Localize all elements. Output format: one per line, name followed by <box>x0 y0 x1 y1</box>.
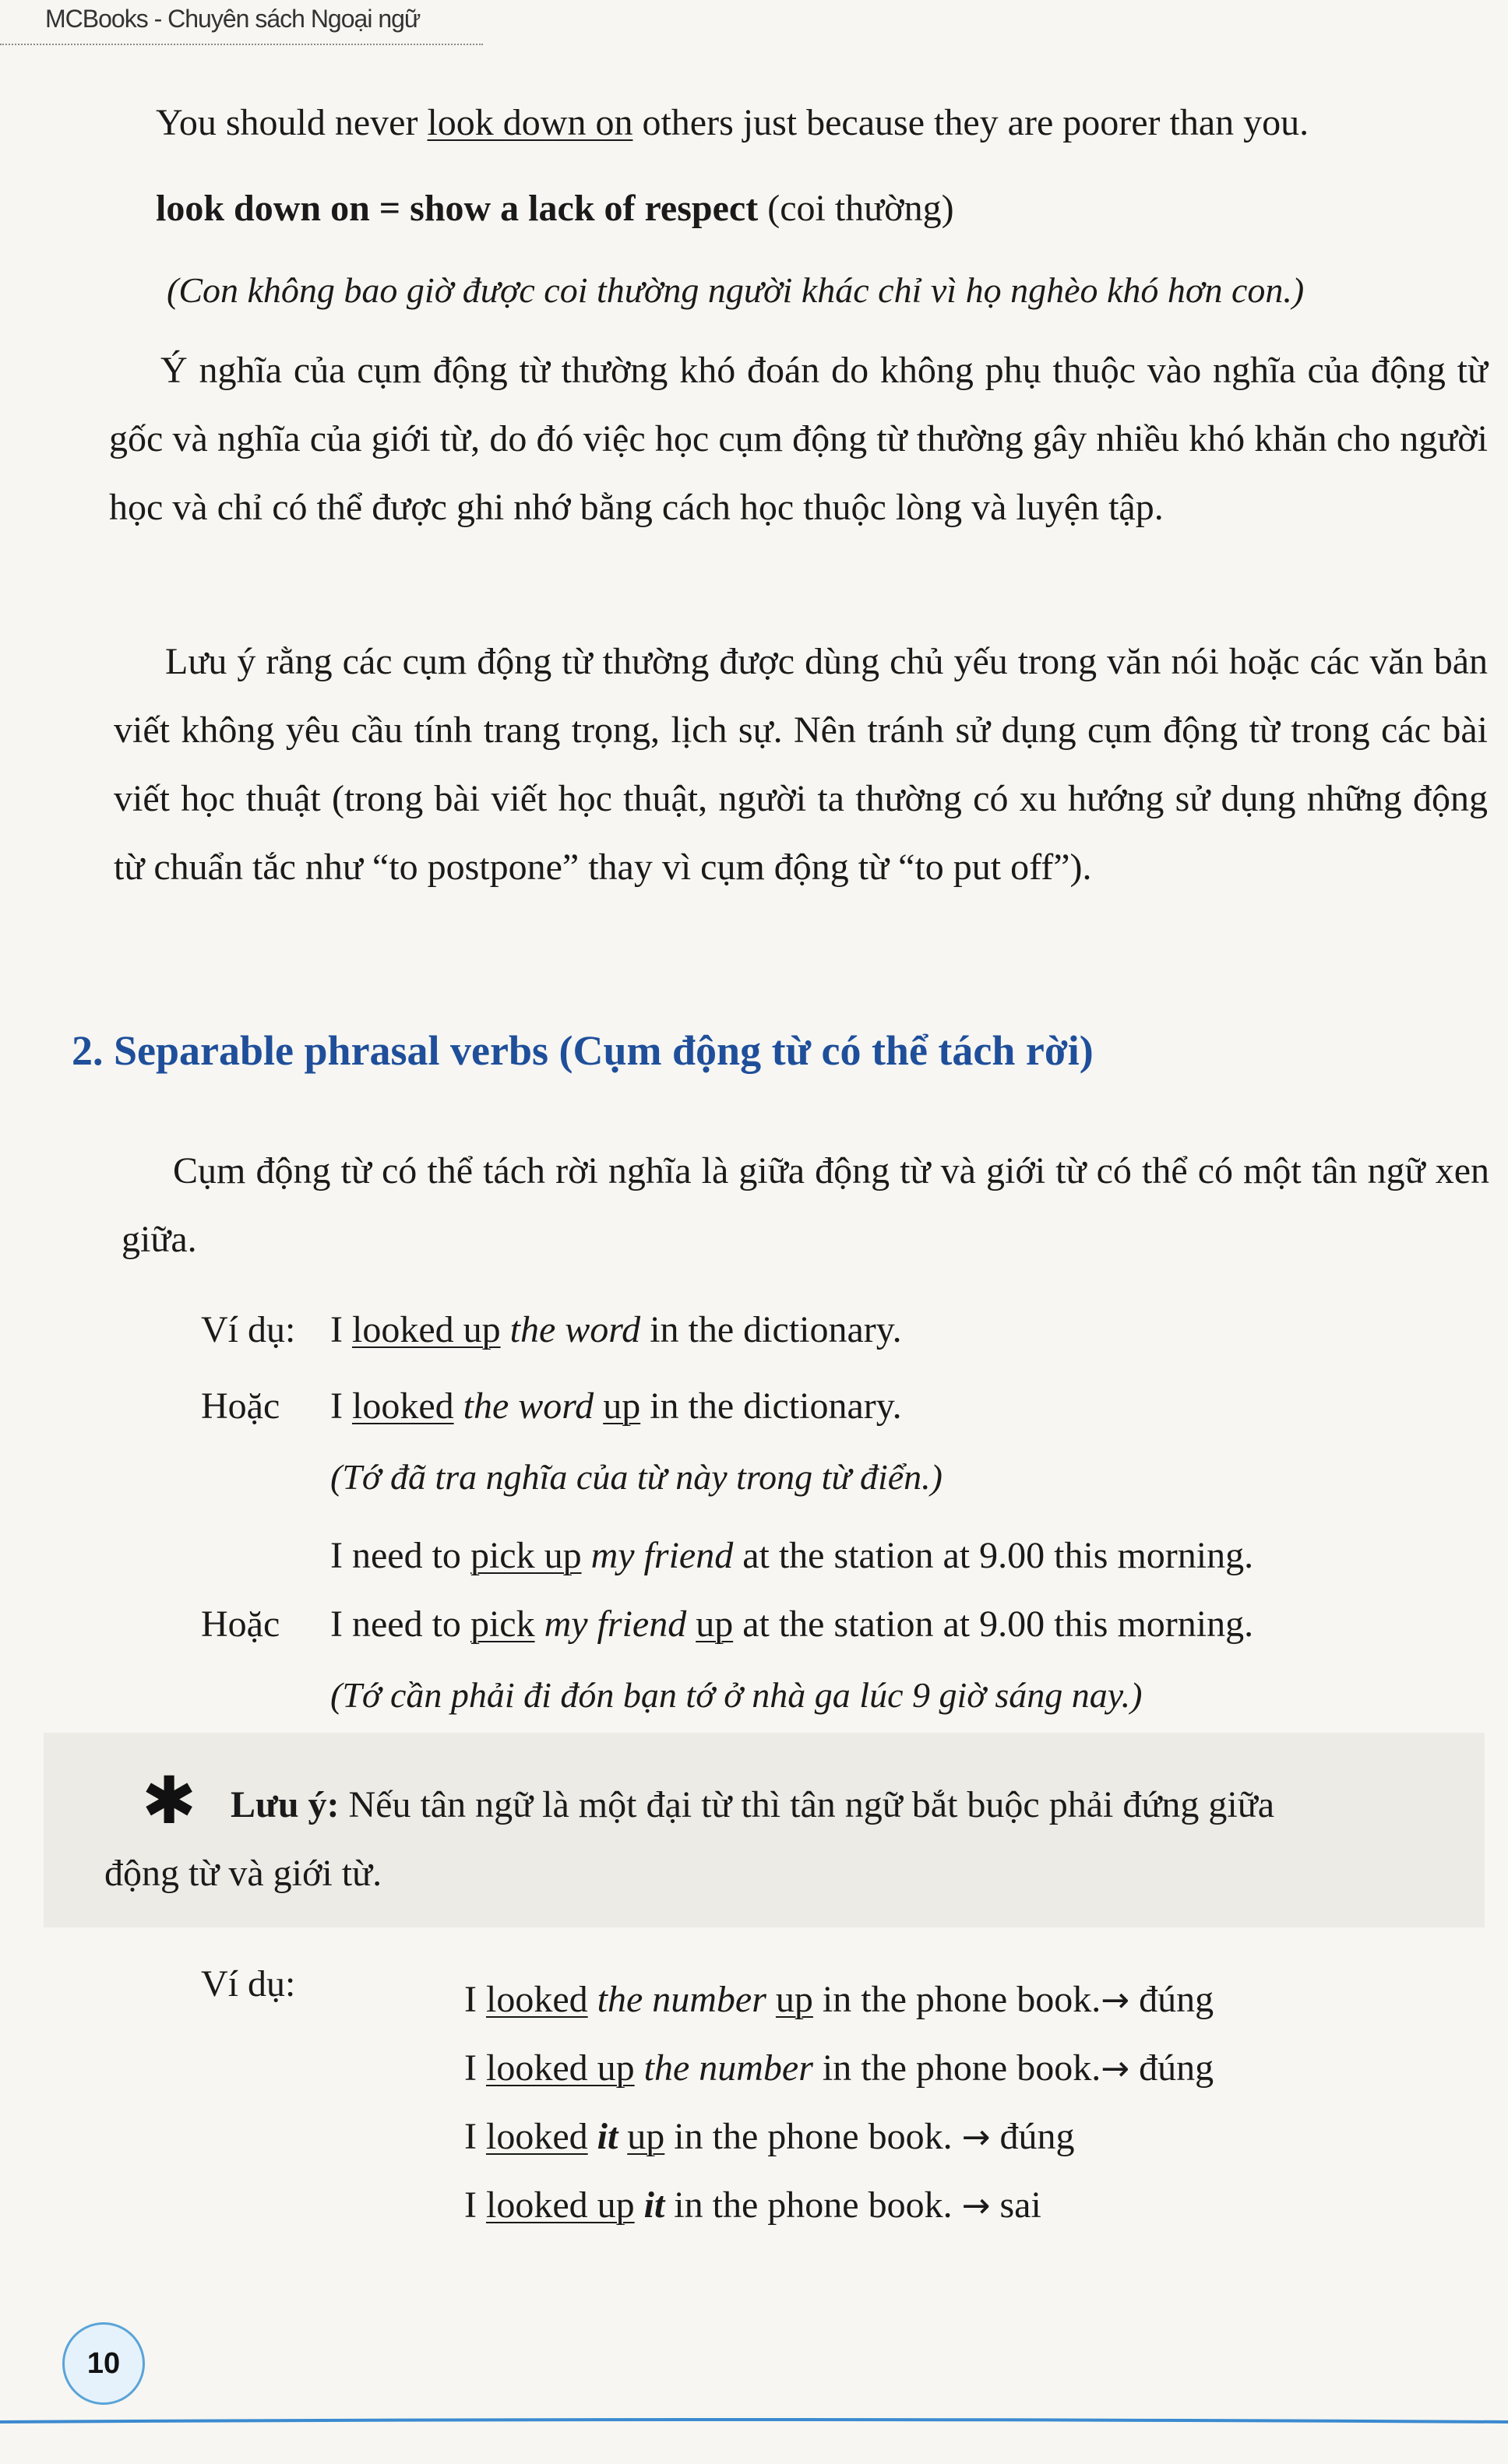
example-phrase: look down on <box>427 102 633 143</box>
arrow-right-icon: → <box>1101 1980 1130 2020</box>
example-label: Ví dụ: <box>201 1963 296 2005</box>
example-post: others just because they are poorer than you. <box>632 102 1309 143</box>
arrow-right-icon: → <box>961 2117 991 2157</box>
example-row: I looked up the word in the dictionary. <box>330 1309 902 1350</box>
definition-bold: look down on = show a lack of respect <box>156 188 759 229</box>
arrow-right-icon: → <box>1101 2049 1130 2089</box>
header-title: MCBooks - Chuyên sách Ngoại ngữ <box>45 5 421 33</box>
note-label: Lưu ý: <box>231 1784 340 1825</box>
example-translation: (Tớ cần phải đi đón bạn tớ ở nhà ga lúc 9 giờ sáng nay.) <box>330 1675 1143 1715</box>
definition-gloss: (coi thường) <box>758 188 954 229</box>
arrow-right-icon: → <box>961 2186 991 2226</box>
section-intro: Cụm động từ có thể tách rời nghĩa là giữa động từ và giới từ có thể có một tân ngữ xen giữa. <box>122 1150 1489 1260</box>
verdict: đúng <box>999 2116 1075 2157</box>
verdict: sai <box>999 2184 1041 2226</box>
example-pre: You should never <box>156 102 428 143</box>
note-text: Nếu tân ngữ là một đại từ thì tân ngữ bắt buộc phải đứng giữa <box>339 1784 1275 1825</box>
alternative-label: Hoặc <box>201 1385 280 1427</box>
example-row: I looked the number up in the phone book.→ đúng <box>464 1979 1214 2020</box>
verdict: đúng <box>1139 2047 1214 2089</box>
asterisk-icon: ✱ <box>142 1762 197 1839</box>
example-row: I need to pick my friend up at the station at 9.00 this morning. <box>330 1603 1254 1645</box>
verdict: đúng <box>1139 1979 1214 2020</box>
example-translation: (Con không bao giờ được coi thường người khác chỉ vì họ nghèo khó hơn con.) <box>167 270 1305 310</box>
example-label: Ví dụ: <box>201 1309 296 1350</box>
footer-wave-line <box>0 2414 1508 2430</box>
example-translation: (Tớ đã tra nghĩa của từ này trong từ điển.) <box>330 1457 942 1497</box>
example-row: I looked it up in the phone book. → đúng <box>464 2116 1075 2157</box>
paragraph-meaning: Ý nghĩa của cụm động từ thường khó đoán do không phụ thuộc vào nghĩa của động từ gốc và nghĩa của giới từ, do đó việc học cụm động từ thường gây nhiều khó khăn cho người học và chỉ có thể được ghi nhớ bằng cách học thuộc lòng và luyện tập. <box>109 350 1488 528</box>
example-row: I looked up it in the phone book. → sai <box>464 2184 1041 2226</box>
note-box <box>44 1733 1485 1927</box>
header-rule <box>0 44 483 45</box>
alternative-label: Hoặc <box>201 1603 280 1645</box>
paragraph-usage-note: Lưu ý rằng các cụm động từ thường được dùng chủ yếu trong văn nói hoặc các văn bản viết không yêu cầu tính trang trọng, lịch sự. Nên tránh sử dụng cụm động từ trong các bài viết học thuật (trong bài viết học thuật, người ta thường có xu hướng sử dụng những động từ chuẩn tắc như “to postpone” thay vì cụm động từ “to put off”). <box>114 641 1488 888</box>
example-row: I looked the word up in the dictionary. <box>330 1385 902 1427</box>
definition-line <box>156 187 954 230</box>
example-row: I need to pick up my friend at the station at 9.00 this morning. <box>330 1535 1254 1576</box>
section-heading: 2. Separable phrasal verbs (Cụm động từ có thể tách rời) <box>72 1027 1094 1074</box>
page-number: 10 <box>62 2322 145 2405</box>
example-sentence-look-down-on <box>156 101 1309 144</box>
example-row: I looked up the number in the phone book.→ đúng <box>464 2047 1214 2089</box>
note-line-2: động từ và giới từ. <box>104 1853 382 1894</box>
note-line <box>231 1783 1274 1826</box>
